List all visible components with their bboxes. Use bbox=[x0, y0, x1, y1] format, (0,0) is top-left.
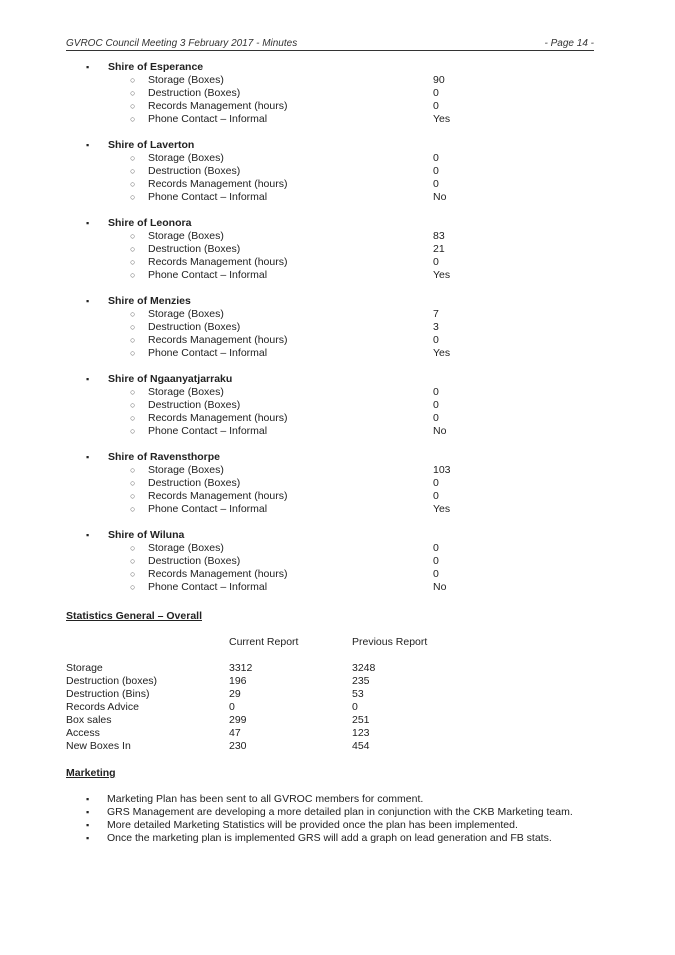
metric-row bbox=[0, 269, 675, 282]
metric-label: Storage (Boxes) bbox=[148, 386, 224, 398]
shire-section bbox=[0, 139, 675, 204]
bullet-icon: ▪ bbox=[86, 62, 90, 72]
metric-row bbox=[0, 464, 675, 477]
shire-section bbox=[0, 373, 675, 438]
stats-cell: Destruction (Bins) bbox=[66, 688, 150, 700]
shire-title bbox=[0, 139, 675, 152]
metric-row bbox=[0, 555, 675, 568]
marketing-heading: Marketing bbox=[66, 767, 116, 779]
stats-table bbox=[66, 636, 472, 753]
stats-heading: Statistics General – Overall bbox=[66, 610, 202, 622]
metric-row bbox=[0, 399, 675, 412]
stats-cell: Access bbox=[66, 727, 100, 739]
metric-value: 0 bbox=[433, 152, 439, 164]
stats-cell: 230 bbox=[229, 740, 247, 752]
metric-value: No bbox=[433, 425, 447, 437]
metric-row bbox=[0, 152, 675, 165]
metric-label: Storage (Boxes) bbox=[148, 464, 224, 476]
circle-bullet-icon: ○ bbox=[130, 504, 136, 514]
metric-label: Phone Contact – Informal bbox=[148, 503, 268, 515]
stats-cell: 3312 bbox=[229, 662, 253, 674]
metric-label: Phone Contact – Informal bbox=[148, 425, 268, 437]
stats-cell: 196 bbox=[229, 675, 247, 687]
stats-cell: 251 bbox=[352, 714, 370, 726]
stats-row bbox=[66, 740, 472, 753]
bullet-icon: ▪ bbox=[86, 296, 90, 306]
metric-label: Records Management (hours) bbox=[148, 256, 288, 268]
bullet-icon: ▪ bbox=[86, 218, 90, 228]
shire-name: Shire of Laverton bbox=[108, 139, 195, 151]
bullet-icon: ▪ bbox=[86, 452, 90, 462]
metric-value: Yes bbox=[433, 347, 451, 359]
metric-label: Destruction (Boxes) bbox=[148, 555, 241, 567]
metric-row bbox=[0, 334, 675, 347]
metric-row bbox=[0, 568, 675, 581]
stats-row bbox=[66, 662, 472, 675]
metric-value: 0 bbox=[433, 490, 439, 502]
marketing-item-text: Marketing Plan has been sent to all GVROC members for comment. bbox=[107, 793, 424, 805]
metric-row bbox=[0, 490, 675, 503]
circle-bullet-icon: ○ bbox=[130, 491, 136, 501]
metric-value: 21 bbox=[433, 243, 445, 255]
metric-label: Phone Contact – Informal bbox=[148, 581, 268, 593]
metric-row bbox=[0, 542, 675, 555]
metric-label: Storage (Boxes) bbox=[148, 542, 224, 554]
shire-title bbox=[0, 61, 675, 74]
metric-row bbox=[0, 165, 675, 178]
shire-name: Shire of Ravensthorpe bbox=[108, 451, 221, 463]
circle-bullet-icon: ○ bbox=[130, 309, 136, 319]
metric-label: Storage (Boxes) bbox=[148, 230, 224, 242]
metric-value: 90 bbox=[433, 74, 445, 86]
stats-row bbox=[66, 688, 472, 701]
circle-bullet-icon: ○ bbox=[130, 413, 136, 423]
metric-value: 0 bbox=[433, 555, 439, 567]
metric-value: Yes bbox=[433, 503, 451, 515]
shire-name: Shire of Menzies bbox=[108, 295, 191, 307]
metric-value: Yes bbox=[433, 269, 451, 281]
shire-section bbox=[0, 529, 675, 594]
metric-label: Records Management (hours) bbox=[148, 100, 288, 112]
metric-label: Storage (Boxes) bbox=[148, 308, 224, 320]
metric-row bbox=[0, 308, 675, 321]
metric-row bbox=[0, 178, 675, 191]
marketing-item-text: More detailed Marketing Statistics will be provided once the plan has been implemented. bbox=[107, 819, 518, 831]
stats-column-header: Previous Report bbox=[352, 636, 428, 648]
shire-title bbox=[0, 529, 675, 542]
header-page-number: - Page 14 - bbox=[544, 38, 594, 49]
metric-row bbox=[0, 113, 675, 126]
shire-title bbox=[0, 451, 675, 464]
metric-value: 0 bbox=[433, 100, 439, 112]
circle-bullet-icon: ○ bbox=[130, 88, 136, 98]
metric-label: Destruction (Boxes) bbox=[148, 87, 241, 99]
marketing-item-text: GRS Management are developing a more detailed plan in conjunction with the CKB Marketing team. bbox=[107, 806, 573, 818]
metric-row bbox=[0, 581, 675, 594]
stats-row bbox=[66, 675, 472, 688]
metric-value: 0 bbox=[433, 399, 439, 411]
shire-name: Shire of Wiluna bbox=[108, 529, 185, 541]
stats-row bbox=[66, 714, 472, 727]
metric-label: Records Management (hours) bbox=[148, 178, 288, 190]
metric-value: 3 bbox=[433, 321, 439, 333]
circle-bullet-icon: ○ bbox=[130, 244, 136, 254]
shire-section bbox=[0, 217, 675, 282]
circle-bullet-icon: ○ bbox=[130, 192, 136, 202]
metric-value: Yes bbox=[433, 113, 451, 125]
stats-cell: Destruction (boxes) bbox=[66, 675, 158, 687]
stats-spacer-cell bbox=[66, 649, 229, 662]
metric-label: Destruction (Boxes) bbox=[148, 399, 241, 411]
marketing-item bbox=[86, 793, 582, 806]
metric-label: Records Management (hours) bbox=[148, 412, 288, 424]
circle-bullet-icon: ○ bbox=[130, 400, 136, 410]
circle-bullet-icon: ○ bbox=[130, 231, 136, 241]
metric-value: 0 bbox=[433, 386, 439, 398]
marketing-item bbox=[86, 806, 582, 819]
stats-cell: 299 bbox=[229, 714, 247, 726]
stats-cell: 0 bbox=[229, 701, 235, 713]
metric-row bbox=[0, 74, 675, 87]
metric-value: 0 bbox=[433, 256, 439, 268]
stats-cell: 235 bbox=[352, 675, 370, 687]
stats-header-row bbox=[66, 636, 472, 649]
header-title: GVROC Council Meeting 3 February 2017 - Minutes bbox=[66, 38, 298, 49]
circle-bullet-icon: ○ bbox=[130, 569, 136, 579]
metric-row bbox=[0, 386, 675, 399]
metric-row bbox=[0, 256, 675, 269]
circle-bullet-icon: ○ bbox=[130, 465, 136, 475]
metric-value: 0 bbox=[433, 178, 439, 190]
bullet-icon: ▪ bbox=[86, 820, 90, 830]
stats-cell: Box sales bbox=[66, 714, 112, 726]
metric-label: Storage (Boxes) bbox=[148, 74, 224, 86]
marketing-item-text: Once the marketing plan is implemented GRS will add a graph on lead generation and FB stats. bbox=[107, 832, 552, 844]
metric-value: No bbox=[433, 191, 447, 203]
metric-row bbox=[0, 321, 675, 334]
bullet-icon: ▪ bbox=[86, 807, 90, 817]
bullet-icon: ▪ bbox=[86, 140, 90, 150]
circle-bullet-icon: ○ bbox=[130, 426, 136, 436]
bullet-icon: ▪ bbox=[86, 794, 90, 804]
marketing-item bbox=[86, 832, 582, 845]
metric-value: 103 bbox=[433, 464, 451, 476]
metric-label: Phone Contact – Informal bbox=[148, 269, 268, 281]
bullet-icon: ▪ bbox=[86, 530, 90, 540]
metric-label: Destruction (Boxes) bbox=[148, 477, 241, 489]
shire-section bbox=[0, 295, 675, 360]
metric-value: 83 bbox=[433, 230, 445, 242]
stats-row bbox=[66, 701, 472, 714]
marketing-item bbox=[86, 819, 582, 832]
stats-spacer-row bbox=[66, 649, 472, 662]
stats-cell: 0 bbox=[352, 701, 358, 713]
circle-bullet-icon: ○ bbox=[130, 478, 136, 488]
metric-label: Records Management (hours) bbox=[148, 334, 288, 346]
circle-bullet-icon: ○ bbox=[130, 348, 136, 358]
circle-bullet-icon: ○ bbox=[130, 101, 136, 111]
metric-value: 0 bbox=[433, 87, 439, 99]
shire-title bbox=[0, 373, 675, 386]
shire-title bbox=[0, 217, 675, 230]
circle-bullet-icon: ○ bbox=[130, 322, 136, 332]
stats-cell: 3248 bbox=[352, 662, 376, 674]
shire-section bbox=[0, 451, 675, 516]
stats-cell: Records Advice bbox=[66, 701, 139, 713]
metric-value: 0 bbox=[433, 477, 439, 489]
circle-bullet-icon: ○ bbox=[130, 257, 136, 267]
stats-cell: 454 bbox=[352, 740, 370, 752]
stats-row bbox=[66, 727, 472, 740]
metric-row bbox=[0, 425, 675, 438]
circle-bullet-icon: ○ bbox=[130, 582, 136, 592]
circle-bullet-icon: ○ bbox=[130, 179, 136, 189]
shire-name: Shire of Ngaanyatjarraku bbox=[108, 373, 233, 385]
metric-label: Phone Contact – Informal bbox=[148, 347, 268, 359]
circle-bullet-icon: ○ bbox=[130, 75, 136, 85]
circle-bullet-icon: ○ bbox=[130, 114, 136, 124]
stats-cell: Storage bbox=[66, 662, 103, 674]
metric-row bbox=[0, 243, 675, 256]
marketing-list bbox=[86, 793, 582, 845]
metric-label: Destruction (Boxes) bbox=[148, 243, 241, 255]
metric-row bbox=[0, 191, 675, 204]
shire-section bbox=[0, 61, 675, 126]
metric-label: Destruction (Boxes) bbox=[148, 321, 241, 333]
metric-row bbox=[0, 412, 675, 425]
stats-cell: 53 bbox=[352, 688, 364, 700]
shire-name: Shire of Leonora bbox=[108, 217, 192, 229]
metric-value: 0 bbox=[433, 412, 439, 424]
metric-row bbox=[0, 87, 675, 100]
shire-title bbox=[0, 295, 675, 308]
stats-cell: 47 bbox=[229, 727, 241, 739]
metric-value: 0 bbox=[433, 568, 439, 580]
metric-row bbox=[0, 230, 675, 243]
metric-value: 0 bbox=[433, 542, 439, 554]
circle-bullet-icon: ○ bbox=[130, 556, 136, 566]
metric-value: 7 bbox=[433, 308, 439, 320]
metric-label: Records Management (hours) bbox=[148, 490, 288, 502]
metric-row bbox=[0, 503, 675, 516]
shire-list bbox=[0, 61, 675, 607]
metric-label: Phone Contact – Informal bbox=[148, 191, 268, 203]
metric-label: Phone Contact – Informal bbox=[148, 113, 268, 125]
metric-label: Records Management (hours) bbox=[148, 568, 288, 580]
circle-bullet-icon: ○ bbox=[130, 153, 136, 163]
stats-cell: 123 bbox=[352, 727, 370, 739]
stats-column-header bbox=[66, 636, 229, 649]
circle-bullet-icon: ○ bbox=[130, 543, 136, 553]
metric-row bbox=[0, 100, 675, 113]
bullet-icon: ▪ bbox=[86, 374, 90, 384]
bullet-icon: ▪ bbox=[86, 833, 90, 843]
stats-column-header: Current Report bbox=[229, 636, 299, 648]
metric-row bbox=[0, 477, 675, 490]
page-header bbox=[66, 38, 594, 51]
circle-bullet-icon: ○ bbox=[130, 387, 136, 397]
stats-cell: 29 bbox=[229, 688, 241, 700]
metric-row bbox=[0, 347, 675, 360]
stats-cell: New Boxes In bbox=[66, 740, 131, 752]
circle-bullet-icon: ○ bbox=[130, 166, 136, 176]
metric-value: 0 bbox=[433, 165, 439, 177]
shire-name: Shire of Esperance bbox=[108, 61, 204, 73]
circle-bullet-icon: ○ bbox=[130, 270, 136, 280]
metric-label: Storage (Boxes) bbox=[148, 152, 224, 164]
metric-value: No bbox=[433, 581, 447, 593]
metric-label: Destruction (Boxes) bbox=[148, 165, 241, 177]
circle-bullet-icon: ○ bbox=[130, 335, 136, 345]
metric-value: 0 bbox=[433, 334, 439, 346]
